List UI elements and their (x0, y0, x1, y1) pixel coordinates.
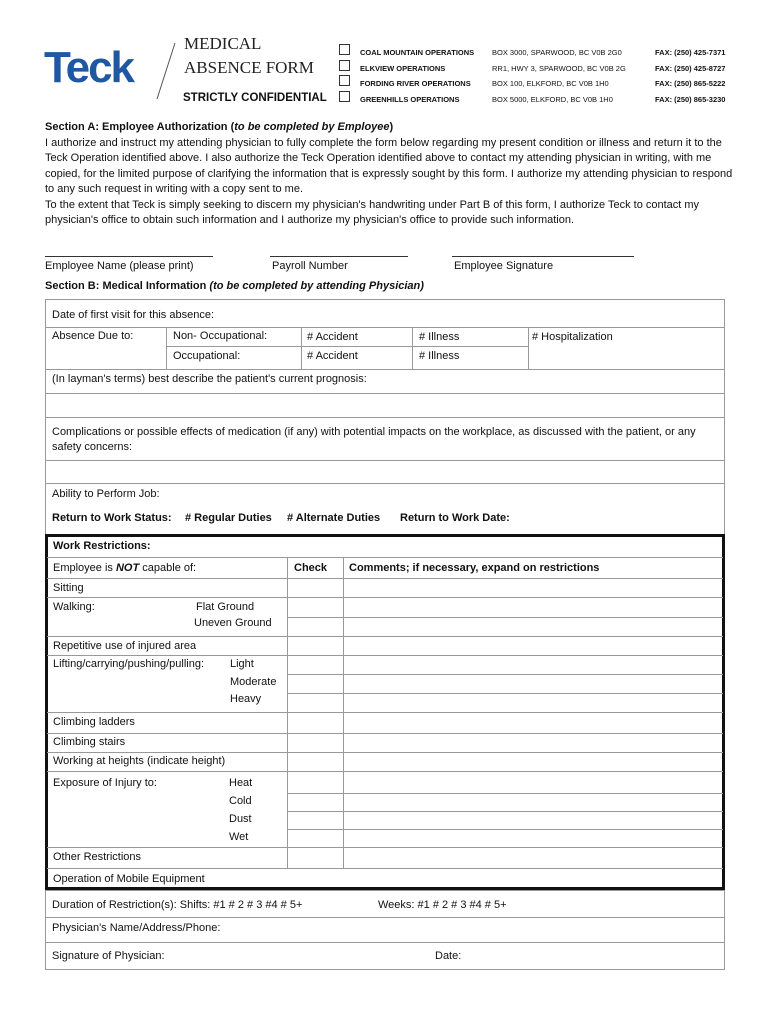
operation-fax: FAX: (250) 865-5222 (655, 79, 726, 88)
uneven-ground-label: Uneven Ground (194, 617, 272, 629)
divider (45, 417, 725, 418)
divider (287, 617, 723, 618)
lifting-label: Lifting/carrying/pushing/pulling: (53, 658, 205, 670)
divider (47, 636, 723, 637)
operation-checkbox[interactable] (339, 75, 350, 86)
other-restrictions-label: Other Restrictions (53, 851, 142, 863)
divider (166, 327, 167, 369)
operation-fax: FAX: (250) 425-8727 (655, 64, 726, 73)
payroll-label: Payroll Number (272, 260, 348, 272)
divider (47, 712, 723, 713)
operation-checkbox[interactable] (339, 91, 350, 102)
divider (343, 557, 344, 868)
divider (47, 655, 723, 656)
divider (45, 917, 725, 918)
form-title-line1: MEDICAL (184, 34, 262, 53)
divider (287, 557, 288, 868)
first-visit-label: Date of first visit for this absence: (52, 309, 215, 321)
form-title-line2: ABSENCE FORM (184, 58, 314, 77)
accident-option[interactable]: # Accident (307, 350, 358, 362)
heights-label: Working at heights (indicate height) (53, 755, 226, 767)
divider (166, 346, 528, 347)
sitting-label: Sitting (53, 582, 84, 594)
signature-label: Employee Signature (454, 260, 554, 272)
wet-label: Wet (229, 831, 249, 843)
occupational-label: Occupational: (173, 350, 241, 362)
non-occupational-label: Non- Occupational: (173, 330, 268, 342)
divider (45, 369, 725, 370)
teck-logo: Teck (44, 43, 134, 92)
authorization-text: I authorize and instruct my attending physician to fully complete the form below regarding my present condition or illness and return it to the Teck Operation identified above. I also authorize the Teck Operation identified above to contact my attending physician in writing, with me copied, for the limited purpose of clarifying the information that is expressly sought by this form. I authorize my attending physician to respond to any such request in writing with a copy sent to me. To the extent that Teck is simply seeking to discern my physician's handwriting under Part B of this form, I authorize Teck to contact my physician's office to obtain such information and I authorize my physician's office to provide such information. (45, 137, 733, 227)
accident-option[interactable]: # Accident (307, 331, 358, 343)
duration-weeks[interactable]: Weeks: #1 # 2 # 3 #4 # 5+ (378, 899, 507, 911)
illness-option[interactable]: # Illness (419, 331, 460, 343)
divider (47, 733, 723, 734)
alternate-duties-option[interactable]: # Alternate Duties (287, 512, 381, 524)
exposure-label: Exposure of Injury to: (53, 777, 157, 789)
ability-label: Ability to Perform Job: (52, 488, 160, 500)
rtw-status-label: Return to Work Status: (52, 512, 172, 524)
repetitive-label: Repetitive use of injured area (53, 640, 197, 652)
moderate-label: Moderate (230, 676, 277, 688)
physician-info-label: Physician's Name/Address/Phone: (52, 922, 221, 934)
cold-label: Cold (229, 795, 252, 807)
walking-label: Walking: (53, 601, 95, 613)
confidential-label: STRICTLY CONFIDENTIAL (183, 92, 327, 104)
operation-fax: FAX: (250) 865-3230 (655, 95, 726, 104)
divider (287, 693, 723, 694)
light-label: Light (230, 658, 254, 670)
prognosis-label: (In layman's terms) best describe the patient's current prognosis: (52, 373, 367, 385)
divider (528, 327, 529, 369)
divider (287, 674, 723, 675)
restrictions-title: Work Restrictions: (53, 540, 151, 552)
complications-label: Complications or possible effects of medication (if any) with potential impacts on the workplace, as discussed with the patient, or any safety concerns: (52, 426, 696, 453)
flat-ground-label: Flat Ground (196, 601, 255, 613)
mobile-equipment-label: Operation of Mobile Equipment (53, 873, 205, 885)
employee-name-line[interactable] (45, 256, 213, 257)
employee-name-label: Employee Name (please print) (45, 260, 194, 272)
divider (45, 393, 725, 394)
check-header: Check (294, 562, 328, 574)
signature-line[interactable] (452, 256, 634, 257)
divider (45, 942, 725, 943)
section-a-title: Section A: Employee Authorization (to be completed by Employee) (45, 121, 394, 133)
rtw-date-label: Return to Work Date: (400, 512, 510, 524)
divider (45, 483, 725, 484)
illness-option[interactable]: # Illness (419, 350, 460, 362)
operation-fax: FAX: (250) 425-7371 (655, 48, 726, 57)
payroll-line[interactable] (270, 256, 408, 257)
operation-address: BOX 3000, SPARWOOD, BC V0B 2G0 (492, 48, 622, 57)
stairs-label: Climbing stairs (53, 736, 126, 748)
divider (287, 829, 723, 830)
divider-slash (155, 43, 177, 99)
divider (45, 327, 725, 328)
date-label: Date: (435, 950, 462, 962)
ladders-label: Climbing ladders (53, 716, 135, 728)
hospitalization-option[interactable]: # Hospitalization (532, 331, 613, 343)
divider (45, 460, 725, 461)
divider (47, 557, 723, 558)
divider (47, 771, 723, 772)
operation-checkbox[interactable] (339, 60, 350, 71)
dust-label: Dust (229, 813, 252, 825)
operation-address: BOX 5000, ELKFORD, BC V0B 1H0 (492, 95, 613, 104)
operation-checkbox[interactable] (339, 44, 350, 55)
operation-name: COAL MOUNTAIN OPERATIONS (360, 48, 475, 57)
divider (287, 811, 723, 812)
operation-name: ELKVIEW OPERATIONS (360, 64, 446, 73)
capable-header: Employee is NOT capable of: (53, 562, 197, 574)
divider (412, 327, 413, 369)
divider (301, 327, 302, 369)
physician-signature-label: Signature of Physician: (52, 950, 165, 962)
operation-name: GREENHILLS OPERATIONS (360, 95, 460, 104)
comments-header: Comments; if necessary, expand on restrictions (349, 562, 600, 574)
divider (47, 578, 723, 579)
regular-duties-option[interactable]: # Regular Duties (185, 512, 272, 524)
operation-name: FORDING RIVER OPERATIONS (360, 79, 471, 88)
divider (47, 597, 723, 598)
operation-address: RR1, HWY 3, SPARWOOD, BC V0B 2G (492, 64, 626, 73)
section-b-title: Section B: Medical Information (to be completed by attending Physician) (45, 280, 424, 292)
divider (287, 793, 723, 794)
heavy-label: Heavy (230, 693, 262, 705)
heat-label: Heat (229, 777, 253, 789)
divider (47, 868, 723, 869)
divider (47, 847, 723, 848)
divider (47, 752, 723, 753)
absence-due-label: Absence Due to: (52, 330, 134, 342)
operation-address: BOX 100, ELKFORD, BC V0B 1H0 (492, 79, 609, 88)
duration-shifts[interactable]: Duration of Restriction(s): Shifts: #1 # 2 # 3 #4 # 5+ (52, 899, 303, 911)
